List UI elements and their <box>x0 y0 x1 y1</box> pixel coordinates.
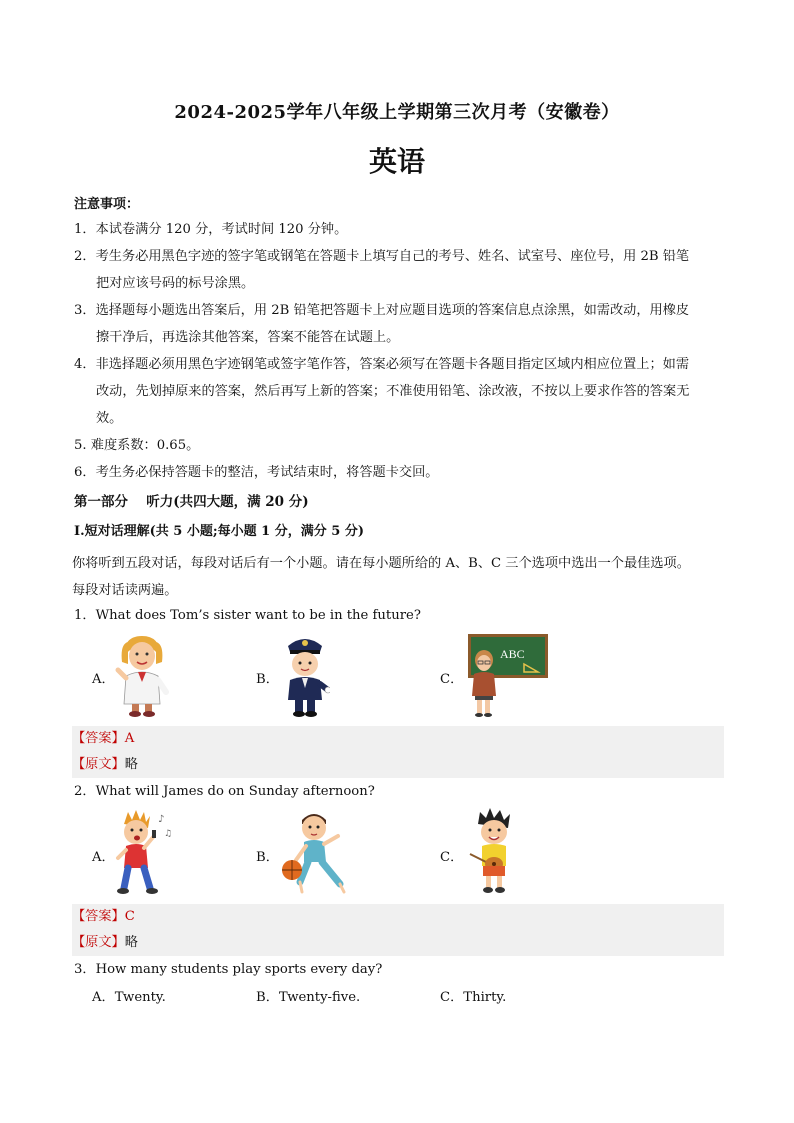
q1-option-b[interactable]: B． <box>256 672 279 687</box>
notice-label: 注意事项： <box>74 197 140 212</box>
question-2-stem: 2．What will James do on Sunday afternoon? <box>74 784 375 799</box>
q1-source-bar <box>72 752 724 778</box>
q1-answer: A <box>124 731 135 746</box>
q1-option-c[interactable]: C． <box>440 672 464 687</box>
q2-answer: C <box>124 909 135 924</box>
subject-title: 英语 <box>368 145 425 178</box>
q1-source: 略 <box>124 757 138 772</box>
q1-answer-bar <box>72 726 724 752</box>
part1-heading: 第一部分 听力(共四大题，满 20 分) <box>74 494 309 510</box>
basketball-boy-icon <box>280 808 352 896</box>
q2-option-a[interactable]: A． <box>92 850 115 865</box>
source-tag: 【原文】 <box>72 757 125 772</box>
notice-item-1: 1．本试卷满分 120 分，考试时间 120 分钟。 <box>74 222 348 237</box>
answer-tag: 【答案】 <box>72 731 125 746</box>
svg-text:♫: ♫ <box>164 829 173 839</box>
teacher-icon <box>466 634 550 718</box>
answer-tag: 【答案】 <box>72 909 125 924</box>
doctor-icon <box>114 632 170 718</box>
page-title: 2024-2025学年八年级上学期第三次月考（安徽卷） <box>174 102 620 123</box>
q2-source-bar <box>72 930 724 956</box>
notice-item-6: 6．考生务必保持答题卡的整洁，考试结束时，将答题卡交回。 <box>74 465 439 480</box>
notice-item-2: 2．考生务必用黑色字迹的签字笔或钢笔在答题卡上填写自己的考号、姓名、试室号、座位号，用 2B 铅笔 把对应该号码的标号涂黑。 <box>74 249 690 291</box>
q2-answer-bar <box>72 904 724 930</box>
guitar-boy-icon <box>466 808 526 896</box>
notice-item-4: 4．非选择题必须用黑色字迹钢笔或签字笔作答，答案必须写在答题卡各题目指定区域内相应位置上；如需 改动，先划掉原来的答案，然后再写上新的答案；不准使用铅笔、涂改液，不按以上要求作答的答案无 效。 <box>74 357 690 426</box>
source-tag: 【原文】 <box>72 935 125 950</box>
q2-source: 略 <box>124 935 138 950</box>
instructions: 你将听到五段对话，每段对话后有一个小题。请在每小题所给的 A、B、C 三个选项中选出一个最佳选项。 每段对话读两遍。 <box>72 556 690 598</box>
singing-boy-icon <box>114 808 174 896</box>
q2-option-b[interactable]: B． <box>256 850 279 865</box>
question-3-stem: 3．How many students play sports every day? <box>74 962 383 977</box>
svg-text:♪: ♪ <box>158 814 165 825</box>
q3-option-b[interactable]: B．Twenty-five. <box>256 990 361 1005</box>
q3-option-c[interactable]: C．Thirty. <box>440 990 507 1005</box>
q2-option-c[interactable]: C． <box>440 850 464 865</box>
section1-heading: Ⅰ.短对话理解(共 5 小题;每小题 1 分，满分 5 分) <box>74 524 364 539</box>
notice-item-3: 3．选择题每小题选出答案后，用 2B 铅笔把答题卡上对应题目选项的答案信息点涂黑，如需改动，用橡皮 擦干净后，再选涂其他答案，答案不能答在试题上。 <box>74 303 690 345</box>
q1-option-a[interactable]: A． <box>92 672 115 687</box>
q3-option-a[interactable]: A．Twenty. <box>92 990 166 1005</box>
question-1-stem: 1．What does Tom’s sister want to be in the future? <box>74 608 421 623</box>
notice-item-5: 5. 难度系数：0.65。 <box>74 438 200 453</box>
police-officer-icon <box>280 632 330 718</box>
blackboard-text: ABC <box>500 647 525 661</box>
